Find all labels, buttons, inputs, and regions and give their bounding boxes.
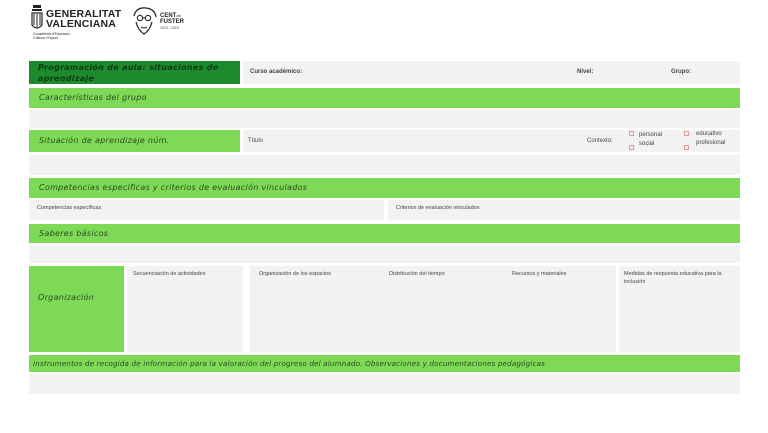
criteria-field[interactable] xyxy=(388,200,740,220)
criteria-col-label: Criterios de evaluación vinculados xyxy=(396,205,480,211)
group-characteristics-header xyxy=(29,88,740,108)
cf-years: 1923 - 2023 xyxy=(160,26,179,30)
activities-field[interactable] xyxy=(127,266,243,352)
fuster-portrait-icon xyxy=(130,6,158,36)
group-label: Grupo: xyxy=(671,69,691,75)
org-middle-field[interactable] xyxy=(250,266,616,352)
competencies-col-label: Competencias específicas xyxy=(37,205,102,211)
time-col-label: Distribución del tiempo xyxy=(389,271,445,277)
gv-name-line1: GENERALITAT xyxy=(46,8,122,20)
inclusion-col-label: Medidas de respuesta educativa para la inclusión xyxy=(624,271,722,285)
course-label: Curso académico: xyxy=(250,69,303,75)
group-characteristics-field[interactable] xyxy=(29,110,740,128)
cf-name-line2: FUSTER xyxy=(160,19,184,25)
checkbox-personal[interactable] xyxy=(629,131,634,136)
group-characteristics-title: Características del grupo xyxy=(39,93,147,102)
option-social-label: social xyxy=(639,141,655,147)
organization-header xyxy=(29,266,124,352)
activities-col-label: Secuenciación de actividades xyxy=(133,271,206,277)
saberes-title: Saberes básicos xyxy=(39,229,109,238)
instruments-title: Instrumentos de recogida de información para la valoración del progreso del alumnado. Observaciones y documentaciones pedagógicas xyxy=(33,359,546,368)
header-fields[interactable] xyxy=(243,61,740,84)
level-label: Nivel: xyxy=(577,69,594,75)
gv-dept-line2: Cultura i Esport xyxy=(33,36,58,40)
spaces-col-label: Organización de los espacios xyxy=(259,271,331,277)
generalitat-logo xyxy=(30,5,122,43)
organization-title: Organización xyxy=(38,293,95,302)
inclusion-field[interactable] xyxy=(619,266,740,352)
programacion-title-box xyxy=(29,61,240,84)
gv-name-line2: VALENCIANA xyxy=(46,18,117,30)
situation-header xyxy=(29,130,240,152)
cent-fuster-logo xyxy=(130,6,200,38)
checkbox-profesional[interactable] xyxy=(684,145,689,150)
cf-name-line1: CENT xyxy=(160,13,177,19)
programacion-title: Programación de aula: situaciones de aprendizaje xyxy=(38,63,219,83)
instruments-header xyxy=(29,355,740,372)
option-profesional-label: profesional xyxy=(696,140,726,146)
situation-title: Situación de aprendizaje núm. xyxy=(39,136,170,145)
gv-dept-line1: Conselleria d'Educació, xyxy=(33,32,71,36)
situation-fields xyxy=(243,130,740,152)
titulo-label: Título xyxy=(248,138,264,144)
checkbox-social[interactable] xyxy=(629,145,634,150)
instruments-field[interactable] xyxy=(29,374,740,394)
saberes-header xyxy=(29,224,740,243)
checkbox-educativo[interactable] xyxy=(684,131,689,136)
option-personal-label: personal xyxy=(639,132,663,138)
competencies-field[interactable] xyxy=(29,200,384,220)
situation-description-field[interactable] xyxy=(29,155,740,175)
competencies-title: Competencias específicas y criterios de evaluación vinculados xyxy=(39,183,308,192)
cf-de: de xyxy=(176,13,181,18)
saberes-field[interactable] xyxy=(29,245,740,263)
option-educativo-label: educativo xyxy=(696,131,722,137)
contexto-label: Contexto: xyxy=(587,138,613,144)
competencies-header xyxy=(29,178,740,198)
coat-of-arms-icon xyxy=(30,5,44,35)
resources-col-label: Recursos y materiales xyxy=(512,271,567,277)
